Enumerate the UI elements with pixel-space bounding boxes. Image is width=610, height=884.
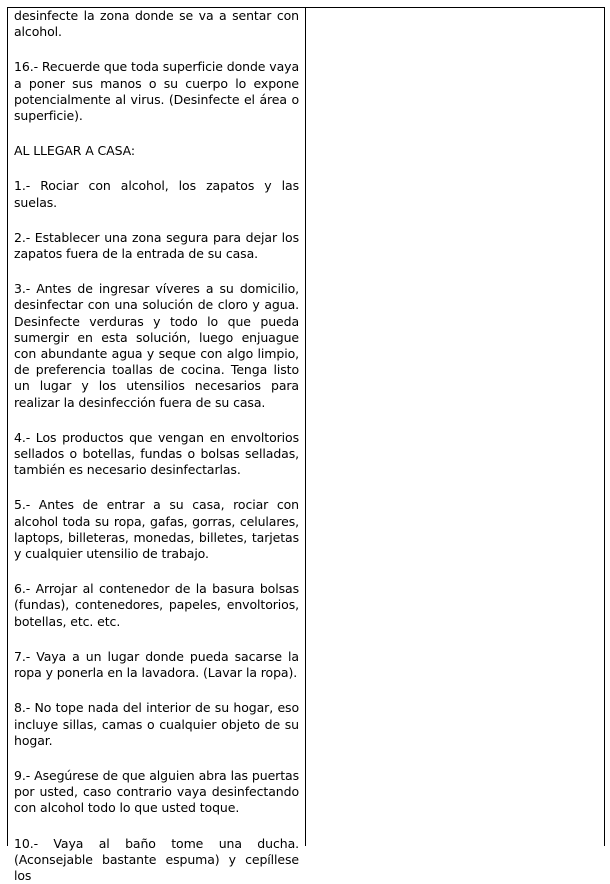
paragraph-continuation: desinfecte la zona donde se va a sentar con alcohol. xyxy=(14,8,299,40)
paragraph-item-10: 10.- Vaya al baño tome una ducha. (Aconsejable bastante espuma) y cepíllese los xyxy=(14,835,299,883)
paragraph-item-16: 16.- Recuerde que toda superficie donde vaya a poner sus manos o su cuerpo lo expone potencialmente al virus. (Desinfecte el área o superficie). xyxy=(14,59,299,124)
document-table xyxy=(7,7,605,883)
paragraph-item-2: 2.- Establecer una zona segura para dejar los zapatos fuera de la entrada de su casa. xyxy=(14,229,299,262)
right-column xyxy=(306,8,604,846)
paragraph-item-4: 4.- Los productos que vengan en envoltorios sellados o botellas, fundas o bolsas selladas, también es necesario desinfectarlas. xyxy=(14,429,299,478)
left-column xyxy=(8,8,306,883)
paragraph-item-7: 7.- Vaya a un lugar donde pueda sacarse la ropa y ponerla en la lavadora. (Lavar la ropa). xyxy=(14,648,299,681)
paragraph-item-5: 5.- Antes de entrar a su casa, rociar con alcohol toda su ropa, gafas, gorras, celulares, laptops, billeteras, monedas, billetes, tarjetas y cualquier utensilio de trabajo. xyxy=(14,497,299,562)
paragraph-item-1: 1.- Rociar con alcohol, los zapatos y las suelas. xyxy=(14,178,299,210)
paragraph-item-8: 8.- No tope nada del interior de su hogar, eso incluye sillas, camas o cualquier objeto de su hogar. xyxy=(14,700,299,748)
section-heading: AL LLEGAR A CASA: xyxy=(14,143,136,159)
paragraph-item-9: 9.- Asegúrese de que alguien abra las puertas por usted, caso contrario vaya desinfectando con alcohol todo lo que usted toque. xyxy=(14,767,299,816)
paragraph-item-6: 6.- Arrojar al contenedor de la basura bolsas (fundas), contenedores, papeles, envoltorios, botellas, etc. etc. xyxy=(14,581,299,629)
paragraph-item-3: 3.- Antes de ingresar víveres a su domicilio, desinfectar con una solución de cloro y agua. Desinfecte verduras y todo lo que pueda sumergir en esta solución, luego enjuague con abundante agua y seque con algo limpio, de preferencia toallas de cocina. Tenga listo un lugar y los utensilios necesarios para realizar la desinfección fuera de su casa. xyxy=(14,281,299,410)
